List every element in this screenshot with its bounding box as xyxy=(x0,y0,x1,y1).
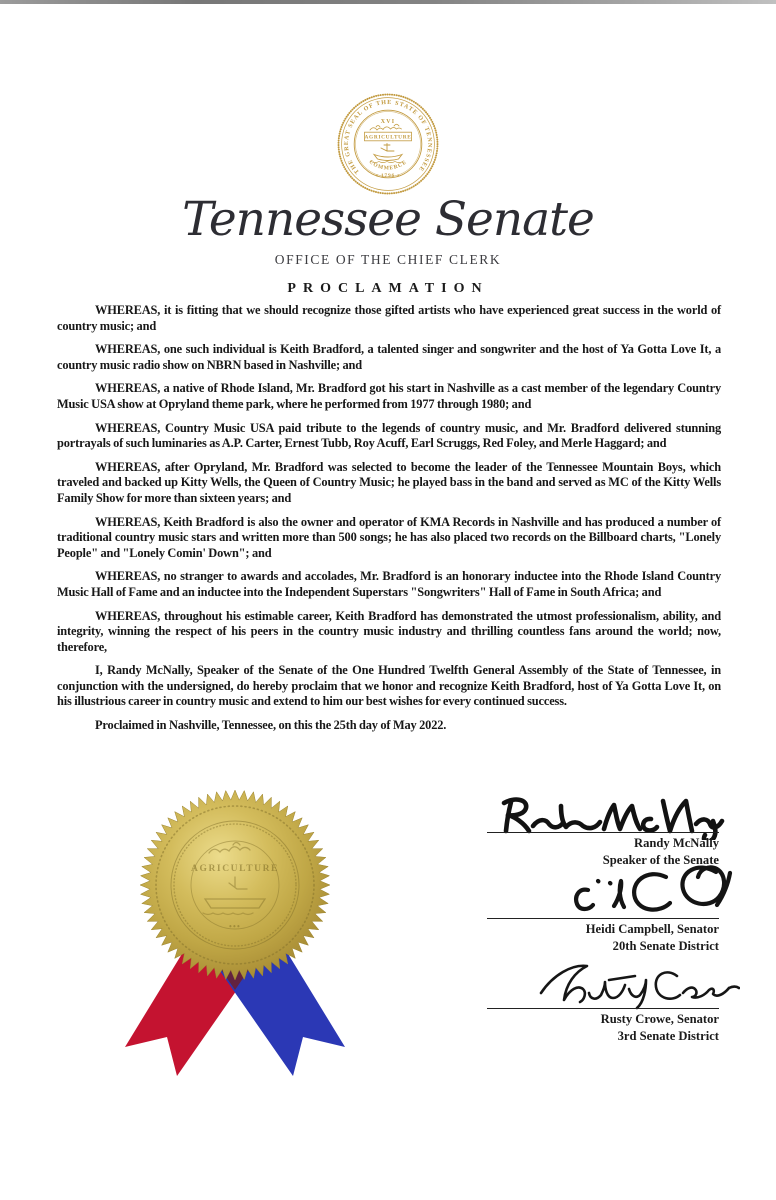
seal-commerce-label: COMMERCE xyxy=(367,159,409,172)
embossed-text: AGRICULTURE xyxy=(191,864,279,874)
signatory-title: 20th Senate District xyxy=(612,938,719,953)
signatory-name: Randy McNally xyxy=(633,836,719,850)
signature-block-crowe xyxy=(487,1008,719,1044)
signatory-name: Heidi Campbell, Senator xyxy=(585,922,719,936)
scan-edge-artifact xyxy=(0,0,776,4)
foil-seal-assembly xyxy=(90,788,390,1110)
seal-ring-text: THE GREAT SEAL OF THE STATE OF TENNESSEE xyxy=(343,99,433,175)
seal-year: • 1796 • xyxy=(375,173,401,179)
signature-block-campbell xyxy=(487,918,719,954)
signature-rusty-crowe xyxy=(525,955,740,1013)
proclamation-body xyxy=(57,303,721,742)
proclamation-paragraph: WHEREAS, throughout his estimable career, Keith Bradford has demonstrated the utmost professionalism, ability, and integrity, winning the respect of his peers in the country music industry and thrilling countless fans around the world; now, therefore, xyxy=(57,608,721,654)
proclamation-paragraph: WHEREAS, Keith Bradford is also the owner and operator of KMA Records in Nashville and has produced a number of traditional country music stars and written more than 500 songs; he has also placed two records on the Billboard charts, "Lonely People" and "Lonely Comin' Down"; and xyxy=(57,514,721,560)
office-subtitle: OFFICE OF THE CHIEF CLERK xyxy=(274,252,502,267)
proclamation-paragraph: WHEREAS, after Opryland, Mr. Bradford was selected to become the leader of the Tennessee Mountain Boys, which traveled and backed up Kitty Wells, the Queen of Country Music; he played bass in the band and served as MC of the Kitty Wells Family Show for more than sixteen years; and xyxy=(57,459,721,505)
svg-text:•••: ••• xyxy=(228,922,242,931)
proclamation-paragraph: WHEREAS, no stranger to awards and accolades, Mr. Bradford is an honorary inductee into the Rhode Island Country Music Hall of Fame and an inductee into the Independent Superstars "Songwriters" Hall of Fame in South Africa; and xyxy=(57,569,721,599)
proclamation-paragraph: WHEREAS, it is fitting that we should recognize those gifted artists who have experienced great success in the world of country music; and xyxy=(57,303,721,333)
foil-seal xyxy=(140,790,330,980)
proclamation-heading: PROCLAMATION xyxy=(287,281,489,296)
signatory-name: Rusty Crowe, Senator xyxy=(600,1012,719,1026)
page-title: Tennessee Senate xyxy=(182,192,594,247)
svg-text:COMMERCE xyxy=(368,159,409,171)
signature-heidi-campbell xyxy=(540,860,735,922)
proclamation-paragraph: WHEREAS, Country Music USA paid tribute to the legends of country music, and Mr. Bradford delivered stunning portrayals of such luminaries as A.P. Carter, Ernest Tubb, Roy Acuff, Earl Scruggs, Red Foley, and Merle Haggard; and xyxy=(57,420,721,451)
proclamation-paragraph: Proclaimed in Nashville, Tennessee, on this the 25th day of May 2022. xyxy=(95,718,447,733)
proclamation-paragraph: WHEREAS, a native of Rhode Island, Mr. Bradford got his start in Nashville as a cast member of the legendary Country Music USA show at Opryland theme park, where he performed from 1977 through 1980; and xyxy=(57,381,721,411)
seal-numeral: XVI xyxy=(380,119,396,125)
signatory-title: Speaker of the Senate xyxy=(602,852,719,867)
signatory-title: 3rd Senate District xyxy=(617,1028,719,1043)
tennessee-state-seal-icon xyxy=(336,92,440,196)
proclamation-paragraph: WHEREAS, one such individual is Keith Bradford, a talented singer and songwriter and the host of Ya Gotta Love It, a country music radio show on NBRN based in Nashville; and xyxy=(57,342,721,372)
seal-agriculture-label: AGRICULTURE xyxy=(364,134,412,141)
proclamation-paragraph: I, Randy McNally, Speaker of the Senate of the One Hundred Twelfth General Assembly of the State of Tennessee, in conjunction with the undersigned, do hereby proclaim that we honor and recognize Keith Bradford, host of Ya Gotta Love It, on his illustrious career in country music and extend to him our best wishes for every continued success. xyxy=(57,663,721,709)
